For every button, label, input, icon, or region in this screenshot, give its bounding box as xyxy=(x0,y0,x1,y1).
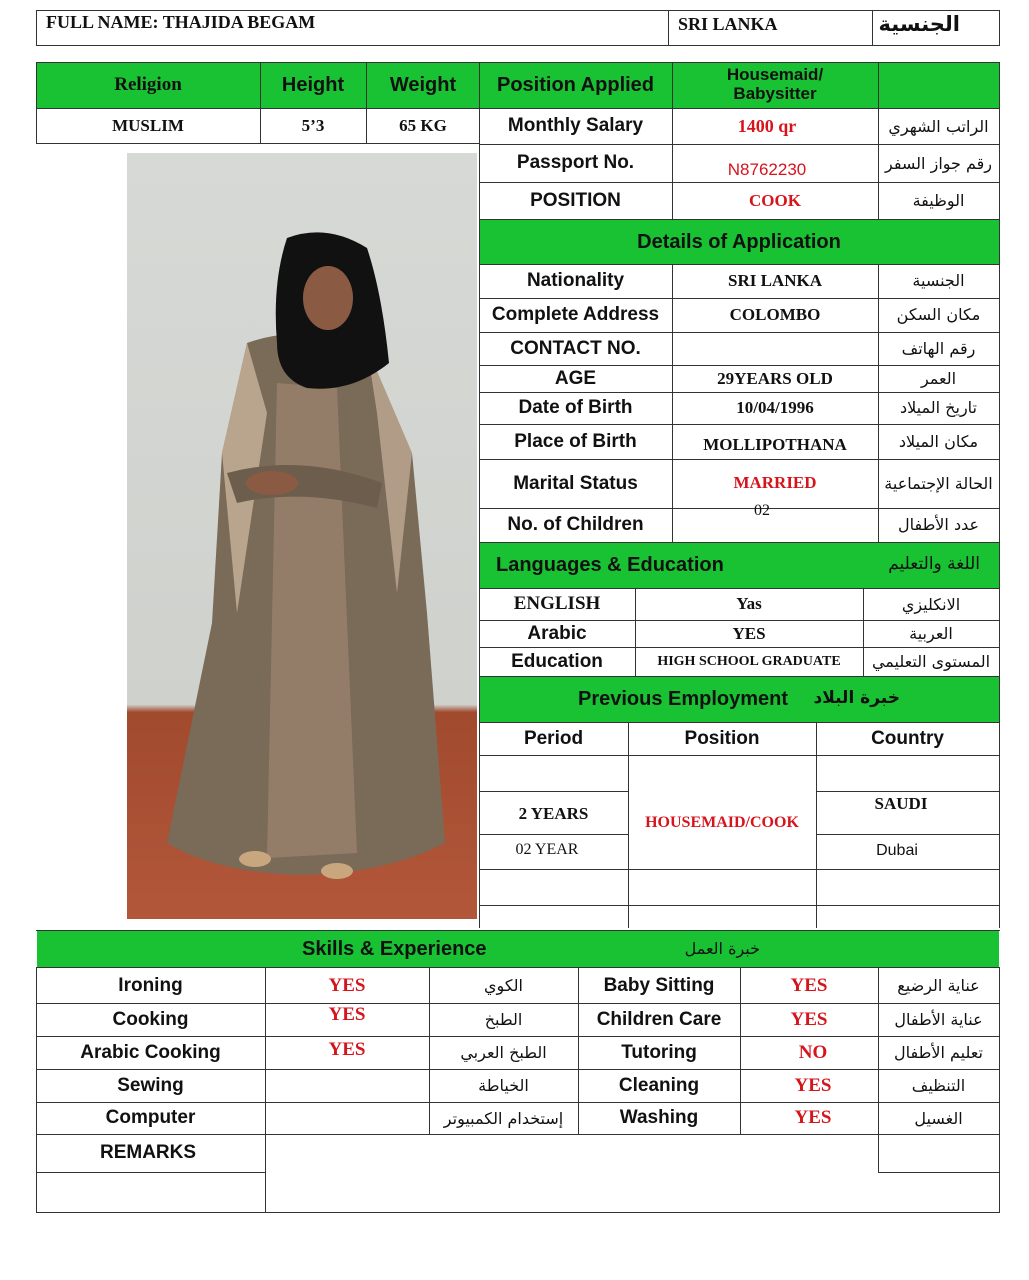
monthly-salary-value: 1400 qr xyxy=(737,115,797,136)
skill-value: YES xyxy=(790,1008,828,1030)
position-applied-value: Housemaid/ Babysitter xyxy=(726,65,824,103)
skill-label: Computer xyxy=(105,1107,196,1128)
detail-label: AGE xyxy=(554,367,597,389)
detail-ar: تاريخ الميلاد xyxy=(900,398,977,418)
detail-ar: الحالة الإجتماعية xyxy=(884,473,993,493)
skill-value xyxy=(265,1102,429,1134)
language-label: Education xyxy=(511,650,603,672)
position-applied-label: Position Applied xyxy=(496,73,655,96)
skill-ar: تعليم الأطفال xyxy=(894,1043,983,1062)
languages-title-ar: اللغة والتعليم xyxy=(888,554,980,574)
skill-value: YES xyxy=(794,1107,832,1128)
skill-value: YES xyxy=(328,1038,366,1060)
skills-band xyxy=(37,931,999,967)
full-name xyxy=(46,12,315,33)
detail-value: MOLLIPOTHANA xyxy=(703,435,847,454)
skill-value xyxy=(265,1069,429,1102)
country-2: Dubai xyxy=(876,842,918,859)
passport-ar: رقم جواز السفر xyxy=(884,153,993,173)
weight-value: 65 KG xyxy=(399,115,447,135)
detail-label: Complete Address xyxy=(491,304,660,325)
detail-ar: عدد الأطفال xyxy=(897,515,980,535)
detail-label: Nationality xyxy=(526,270,625,291)
skill-label: Sewing xyxy=(117,1074,184,1096)
employment-position: HOUSEMAID/COOK xyxy=(645,814,799,831)
position-ar: الوظيفة xyxy=(912,191,965,210)
language-ar: المستوى التعليمي xyxy=(871,652,991,671)
detail-value: 29YEARS OLD xyxy=(717,368,833,388)
detail-ar: مكان الميلاد xyxy=(898,431,979,451)
country-1: SAUDI xyxy=(874,794,928,813)
detail-label: Place of Birth xyxy=(514,430,637,452)
employment-title: Previous Employment xyxy=(578,688,789,710)
skill-label: Children Care xyxy=(596,1008,722,1030)
detail-value: COLOMBO xyxy=(729,305,821,324)
col-position: Position xyxy=(684,727,760,749)
skill-ar: الطبخ xyxy=(484,1010,523,1029)
monthly-salary-ar: الراتب الشهري xyxy=(888,116,989,136)
religion-label: Religion xyxy=(114,74,182,95)
employment-title-ar: خبرة البلاد xyxy=(813,688,900,708)
language-label: Arabic xyxy=(527,622,587,644)
skill-value: NO xyxy=(798,1041,828,1063)
languages-title: Languages & Education xyxy=(496,554,724,576)
skill-label: Tutoring xyxy=(621,1041,697,1063)
full-name-value: THAJIDA BEGAM xyxy=(162,12,316,32)
skill-value: YES xyxy=(328,974,366,996)
language-label: ENGLISH xyxy=(513,593,601,614)
detail-value: SRI LANKA xyxy=(728,271,822,290)
language-value: YES xyxy=(732,623,766,643)
skill-ar: عناية الأطفال xyxy=(894,1010,983,1029)
detail-value: 10/04/1996 xyxy=(736,398,814,417)
religion-value: MUSLIM xyxy=(112,115,184,135)
skill-label: Arabic Cooking xyxy=(80,1041,221,1063)
language-ar: الانكليزي xyxy=(901,594,961,614)
skill-ar: الكوي xyxy=(484,976,523,995)
col-country: Country xyxy=(871,727,944,749)
detail-label: Marital Status xyxy=(513,472,638,494)
height-label: Height xyxy=(281,73,345,96)
skill-value: YES xyxy=(790,974,828,996)
detail-label: CONTACT NO. xyxy=(510,337,641,359)
detail-label: No. of Children xyxy=(507,514,644,535)
period-1: 2 YEARS xyxy=(518,804,589,823)
header-country: SRI LANKA xyxy=(678,14,778,34)
detail-label: Date of Birth xyxy=(518,397,633,418)
skill-ar: التنظيف xyxy=(911,1076,966,1095)
height-value: 5’3 xyxy=(301,115,325,135)
detail-ar: رقم الهاتف xyxy=(901,338,976,358)
skill-value: YES xyxy=(794,1074,832,1096)
skills-title-ar: خبرة العمل xyxy=(684,939,760,958)
skill-label: Washing xyxy=(619,1107,699,1128)
position-label: POSITION xyxy=(530,189,621,211)
position-value: COOK xyxy=(749,190,801,210)
detail-value: 02 xyxy=(754,502,770,519)
language-value: HIGH SCHOOL GRADUATE xyxy=(657,653,841,669)
full-name-label: FULL NAME: xyxy=(46,12,159,32)
detail-ar: الجنسية xyxy=(912,271,965,291)
header-nationality-ar: الجنسية xyxy=(878,12,960,36)
skill-ar: عناية الرضيع xyxy=(897,976,980,995)
detail-value xyxy=(672,332,878,365)
skill-label: Ironing xyxy=(118,974,183,996)
remarks-label: REMARKS xyxy=(99,1142,197,1163)
passport-value: N8762230 xyxy=(727,160,807,179)
monthly-salary-label: Monthly Salary xyxy=(507,115,644,136)
skill-value: YES xyxy=(328,1003,366,1025)
language-ar: العربية xyxy=(909,624,953,643)
detail-ar: مكان السكن xyxy=(896,305,981,325)
passport-label: Passport No. xyxy=(516,152,635,173)
skill-ar: الطبخ العربي xyxy=(460,1043,547,1062)
skill-ar: الغسيل xyxy=(914,1108,963,1128)
detail-ar: العمر xyxy=(920,368,957,388)
skill-ar: إستخدام الكمبيوتر xyxy=(443,1108,564,1128)
skills-title: Skills & Experience xyxy=(302,938,487,960)
skill-label: Cooking xyxy=(112,1008,189,1030)
skill-label: Baby Sitting xyxy=(603,974,715,996)
weight-label: Weight xyxy=(389,73,457,96)
language-value: Yas xyxy=(736,594,762,613)
detail-value: MARRIED xyxy=(733,473,817,492)
skill-label: Cleaning xyxy=(618,1074,700,1096)
skill-ar: الخياطة xyxy=(478,1076,529,1095)
details-title: Details of Application xyxy=(637,230,841,253)
candidate-photo xyxy=(127,153,477,919)
col-period: Period xyxy=(523,727,584,749)
period-2: 02 YEAR xyxy=(515,841,579,858)
